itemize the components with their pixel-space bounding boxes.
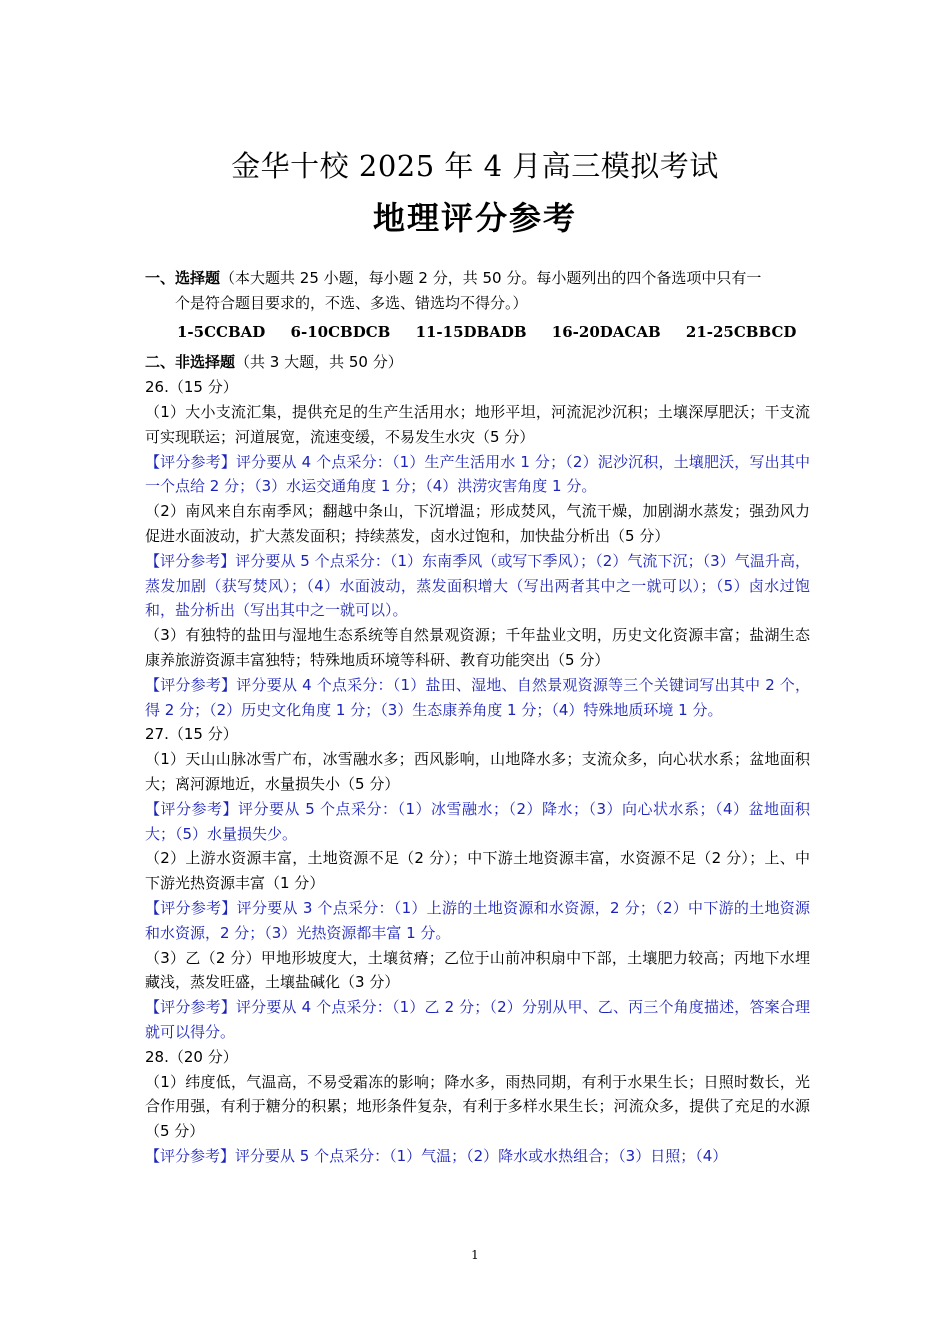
q28-heading: 28.（20 分） bbox=[145, 1047, 238, 1066]
q26-heading: 26.（15 分） bbox=[145, 378, 238, 397]
section2-heading bbox=[145, 350, 810, 375]
q26-rubric-2: 【评分参考】评分要从 5 个点采分：（1）东南季风（或写下季风）；（2）气流下沉；（3）气温升高，蒸发加剧（获写焚风）；（4）水面波动，蒸发面积增大（写出两者其中之一就可以）；（5）卤水过饱和，盐分析出（写出其中之一就可以）。 bbox=[145, 551, 810, 620]
q27-rubric-2: 【评分参考】评分要从 3 个点采分：（1）上游的土地资源和水资源，2 分；（2）中下游的土地资源和水资源，2 分；（3）光热资源都丰富 1 分。 bbox=[145, 898, 810, 942]
section1-desc-line1: （本大题共 25 小题，每小题 2 分，共 50 分。每小题列出的四个备选项中只有一 bbox=[220, 269, 762, 287]
document-body bbox=[145, 266, 810, 1169]
section1-label: 一、选择题 bbox=[145, 269, 221, 287]
q26-answer-2: （2）南风来自东南季风；翻越中条山，下沉增温；形成焚风，气流干燥，加剧湖水蒸发；强劲风力促进水面波动，扩大蒸发面积；持续蒸发，卤水过饱和，加快盐分析出（5 分） bbox=[145, 502, 810, 545]
q28-answer-1: （1）纬度低，气温高，不易受霜冻的影响；降水多，雨热同期，有利于水果生长；日照时数长，光合作用强，有利于糖分的积累；地形条件复杂，有利于多样水果生长；河流众多，提供了充足的水源（5 分） bbox=[145, 1072, 810, 1141]
section1-heading bbox=[145, 266, 810, 291]
q26-answer-3: （3）有独特的盐田与湿地生态系统等自然景观资源；千年盐业文明，历史文化资源丰富；盐湖生态康养旅游资源丰富独特；特殊地质环境等科研、教育功能突出（5 分） bbox=[145, 626, 810, 669]
page-number: 1 bbox=[471, 1248, 479, 1262]
answer-key bbox=[145, 320, 810, 345]
q26-rubric-1: 【评分参考】评分要从 4 个点采分：（1）生产生活用水 1 分；（2）泥沙沉积，土壤肥沃，写出其中一个点给 2 分；（3）水运交通角度 1 分；（4）洪涝灾害角度 1 分。 bbox=[145, 452, 810, 496]
q27-rubric-1: 【评分参考】评分要从 5 个点采分：（1）冰雪融水；（2）降水；（3）向心状水系；（4）盆地面积大；（5）水量损失少。 bbox=[145, 799, 810, 843]
q26-answer-1: （1）大小支流汇集，提供充足的生产生活用水；地形平坦，河流泥沙沉积；土壤深厚肥沃；干支流可实现联运；河道展宽，流速变缓，不易发生水灾（5 分） bbox=[145, 402, 810, 446]
q27-answer-1: （1）天山山脉冰雪广布，冰雪融水多；西风影响，山地降水多；支流众多，向心状水系；盆地面积大；离河源地近，水量损失小（5 分） bbox=[145, 750, 810, 793]
section1-desc-line2: 个是符合题目要求的，不选、多选、错选均不得分。） bbox=[175, 293, 528, 312]
document-subtitle: 地理评分参考 bbox=[372, 199, 577, 237]
q27-answer-2: （2）上游水资源丰富，土地资源不足（2 分）；中下游土地资源丰富，水资源不足（2 分）；上、中下游光热资源丰富（1 分） bbox=[145, 849, 810, 893]
section2-desc: （共 3 大题，共 50 分） bbox=[235, 353, 403, 372]
answer-group: 16-20DACAB bbox=[551, 322, 661, 341]
q27-answer-3: （3）乙（2 分）甲地形坡度大，土壤贫瘠；乙位于山前冲积扇中下部，土壤肥力较高；丙地下水埋藏浅，蒸发旺盛，土壤盐碱化（3 分） bbox=[145, 948, 810, 992]
document-title: 金华十校 2025 年 4 月高三模拟考试 bbox=[231, 149, 719, 183]
answer-group: 1-5CCBAD bbox=[177, 322, 266, 341]
q28-rubric-1: 【评分参考】评分要从 5 个点采分：（1）气温；（2）降水或水热组合；（3）日照；（4） bbox=[145, 1146, 728, 1165]
q27-rubric-3: 【评分参考】评分要从 4 个点采分：（1）乙 2 分；（2）分别从甲、乙、丙三个角度描述，答案合理就可以得分。 bbox=[145, 998, 810, 1041]
q27-heading: 27.（15 分） bbox=[145, 725, 238, 744]
answer-group: 11-15DBADB bbox=[415, 322, 527, 341]
q26-rubric-3: 【评分参考】评分要从 4 个点采分：（1）盐田、湿地、自然景观资源等三个关键词写出其中 2 个，得 2 分；（2）历史文化角度 1 分；（3）生态康养角度 1 分；（4）特殊地质环境 1 分。 bbox=[145, 675, 810, 719]
answer-group: 21-25CBBCD bbox=[685, 322, 797, 341]
answer-group: 6-10CBDCB bbox=[290, 322, 391, 341]
section2-label: 二、非选择题 bbox=[145, 353, 236, 372]
